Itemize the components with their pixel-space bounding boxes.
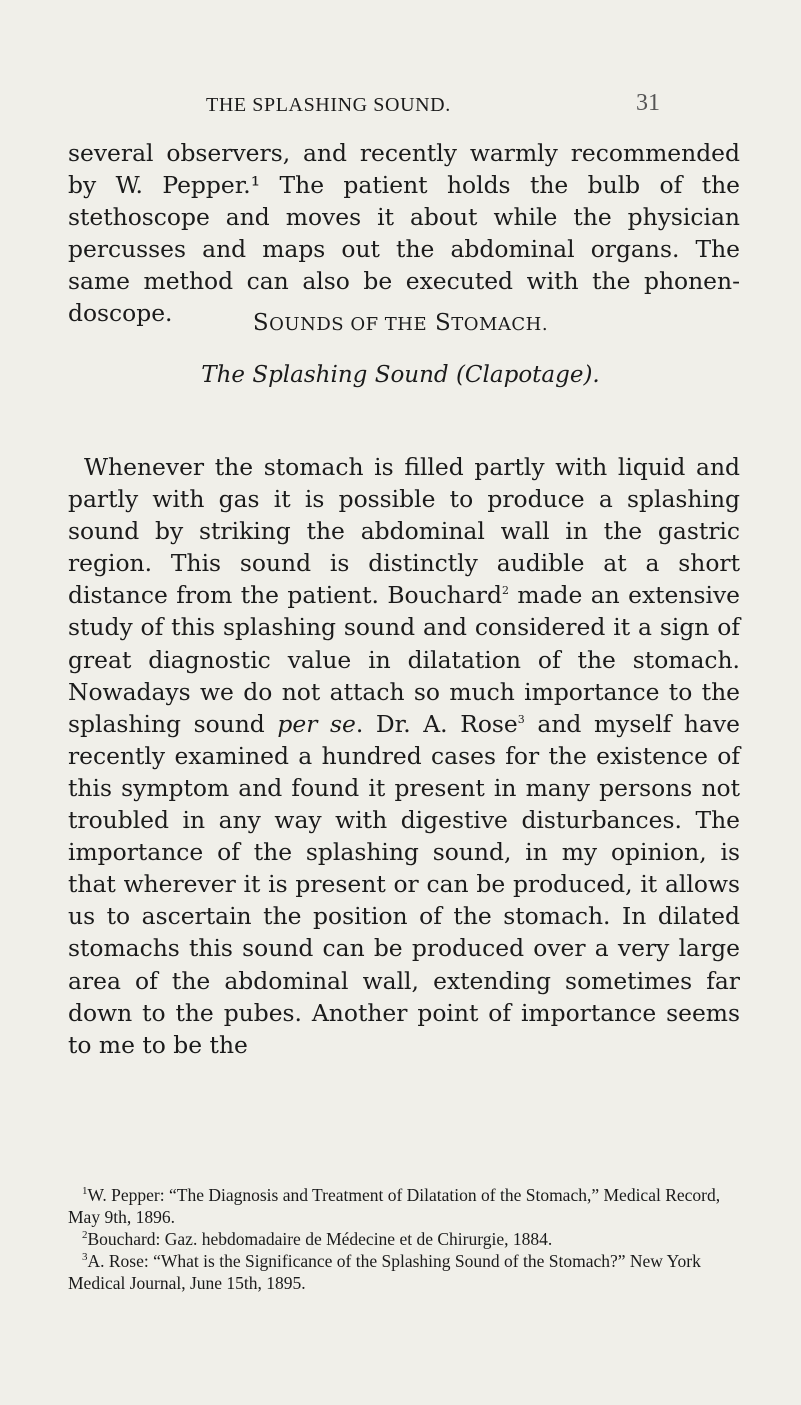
paragraph-continued: several observers, and recently warmly recommended by W. Pepper.¹ The patient holds the bulb of the stethoscope and moves it about while the physician percusses and maps out the abdominal organs. The same method can also be executed with the phonen-doscope. bbox=[68, 139, 740, 328]
running-head bbox=[0, 88, 801, 124]
footnote-mark: 2 bbox=[82, 1229, 88, 1242]
heading-smallcaps-1: OUNDS OF THE bbox=[269, 314, 428, 335]
heading-initial-2: S bbox=[434, 310, 452, 336]
footnote-2 bbox=[68, 1228, 740, 1250]
italic-per-se: per se bbox=[277, 709, 356, 738]
paragraph-text-a: Whenever the stomach is filled partly with liquid and partly with gas it is possible to produce a splashing sound by striking the abdominal wall in the gastric region. This sound is distinctly audible at a short distance from the patient. Bouchard bbox=[68, 453, 740, 610]
page-number: 31 bbox=[636, 90, 660, 116]
paragraph-text-b: made an extensive study of this splashing sound and considered it a sign of great diagnostic value in dilatation of the stomach. Nowadays we do not attach so much importance to the splashing sound bbox=[68, 581, 741, 738]
footnote-text: Bouchard: Gaz. hebdomadaire de Médecine et de Chirurgie, 1884. bbox=[87, 1229, 553, 1249]
footnote-mark: 3 bbox=[82, 1251, 88, 1264]
heading-smallcaps-2: TOMACH. bbox=[451, 314, 549, 335]
heading-initial-1: S bbox=[252, 310, 270, 336]
footnote-1 bbox=[68, 1184, 740, 1228]
footnote-ref-2[interactable]: 2 bbox=[501, 584, 509, 598]
running-title: THE SPLASHING SOUND. bbox=[206, 94, 451, 116]
section-heading bbox=[0, 310, 801, 336]
footnote-ref-3[interactable]: 3 bbox=[517, 712, 525, 726]
footnote-3 bbox=[68, 1250, 740, 1294]
footnote-mark: 1 bbox=[82, 1185, 88, 1198]
footnote-text: A. Rose: “What is the Significance of the Splashing Sound of the Stomach?” New York Medical Journal, June 15th, 1895. bbox=[68, 1251, 701, 1293]
footnotes bbox=[68, 1184, 740, 1294]
footnote-text: W. Pepper: “The Diagnosis and Treatment of Dilatation of the Stomach,” Medical Record, May 9th, 1896. bbox=[68, 1185, 721, 1227]
paragraph-splashing-sound bbox=[68, 451, 740, 1061]
paragraph-text-c: . Dr. A. Rose bbox=[355, 709, 518, 738]
subheading: The Splashing Sound (Clapotage). bbox=[201, 362, 600, 388]
paragraph-text-d: and myself have recently examined a hundred cases for the existence of this symptom and found it present in many persons not troubled in any way with digestive disturbances. The importance of the splashing sound, in my opinion, is that wherever it is present or can be produced, it allows us to ascertain the position of the stomach. In dilated stomachs this sound can be produced over a very large area of the abdominal wall, extending sometimes far down to the pubes. Another point of importance seems to me to be the bbox=[68, 709, 740, 1059]
